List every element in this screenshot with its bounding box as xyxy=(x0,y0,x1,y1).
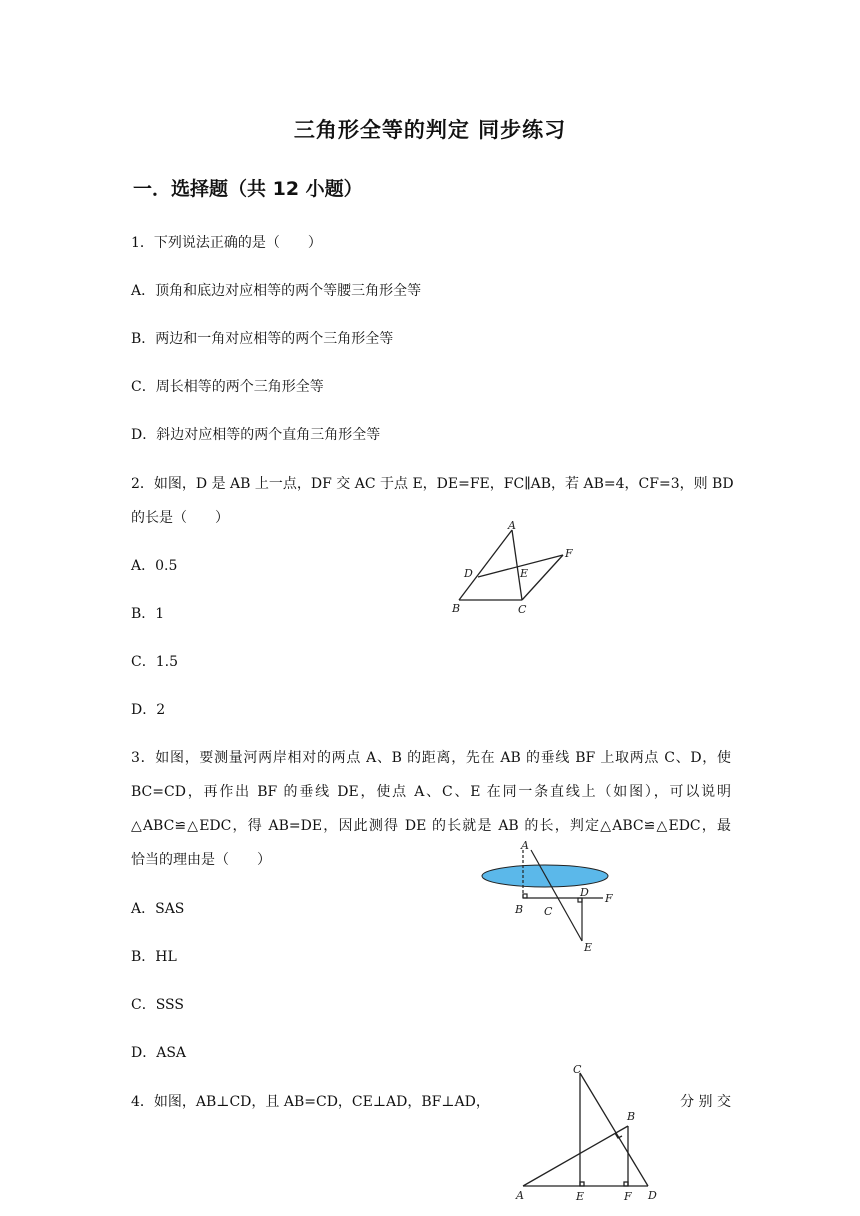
q2-option-d: D．2 xyxy=(131,702,166,718)
q3-label-f: F xyxy=(605,892,613,905)
q1-option-a: A．顶角和底边对应相等的两个等腰三角形全等 xyxy=(131,283,422,299)
q2-segment-cf xyxy=(522,555,563,600)
q3-option-a: A．SAS xyxy=(131,901,185,917)
q4-figure xyxy=(508,1058,668,1208)
q3-option-c: C．SSS xyxy=(131,997,184,1013)
q3-stem-line3: △ABC≌△EDC，得 AB=DE，因此测得 DE 的长就是 AB 的长，判定△ABC≌△EDC，最 xyxy=(131,818,731,834)
section-heading: 一．选择题（共 12 小题） xyxy=(133,178,363,200)
q3-label-d: D xyxy=(580,886,589,899)
q4-label-a: A xyxy=(516,1189,524,1202)
q2-option-a: A．0.5 xyxy=(131,558,178,574)
q2-label-e: E xyxy=(520,567,529,580)
q2-label-f: F xyxy=(565,547,573,560)
q3-option-b: B．HL xyxy=(131,949,177,965)
q3-figure xyxy=(475,835,635,960)
q2-label-b: B xyxy=(452,602,461,615)
q4-segment-cd xyxy=(580,1073,648,1186)
q3-label-b: B xyxy=(515,903,524,916)
q1-option-c: C．周长相等的两个三角形全等 xyxy=(131,379,324,395)
q4-label-c: C xyxy=(573,1063,582,1076)
q3-stem-line1: 3．如图，要测量河两岸相对的两点 A、B 的距离，先在 AB 的垂线 BF 上取两点 C、D，使 xyxy=(131,750,731,766)
q3-label-a: A xyxy=(521,839,529,852)
q2-segment-ab xyxy=(459,530,512,600)
q3-label-c: C xyxy=(544,905,553,918)
q3-segment-ae xyxy=(531,850,582,941)
q4-label-d: D xyxy=(648,1189,657,1202)
q3-right-angle-b xyxy=(523,894,527,898)
q4-label-b: B xyxy=(627,1110,636,1123)
q3-stem-line4: 恰当的理由是（ ） xyxy=(131,852,271,868)
q4-right-angle-f xyxy=(624,1182,628,1186)
q1-stem: 1．下列说法正确的是（ ） xyxy=(131,235,322,251)
q4-right-angle-b xyxy=(615,1133,622,1138)
q2-stem-line1: 2．如图，D 是 AB 上一点，DF 交 AC 于点 E，DE=FE，FC∥AB，若 AB=4，CF=3，则 BD xyxy=(131,476,734,492)
q2-figure xyxy=(440,515,590,620)
q4-stem-right: 分 别 交 xyxy=(680,1094,731,1110)
q2-option-c: C．1.5 xyxy=(131,654,178,670)
q2-option-b: B．1 xyxy=(131,606,165,622)
page-title: 三角形全等的判定 同步练习 xyxy=(293,118,567,142)
q4-segment-ab xyxy=(523,1126,628,1186)
q1-option-d: D．斜边对应相等的两个直角三角形全等 xyxy=(131,427,381,443)
q1-option-b: B．两边和一角对应相等的两个三角形全等 xyxy=(131,331,394,347)
q3-stem-line2: BC=CD，再作出 BF 的垂线 DE，使点 A、C、E 在同一条直线上（如图），可以说明 xyxy=(131,784,731,800)
q4-right-angle-e xyxy=(580,1182,584,1186)
q3-option-d: D．ASA xyxy=(131,1045,187,1061)
q2-stem-line2: 的长是（ ） xyxy=(131,510,229,526)
q2-label-a: A xyxy=(508,519,516,532)
q4-stem-left: 4．如图，AB⊥CD，且 AB=CD，CE⊥AD，BF⊥AD， xyxy=(131,1094,490,1110)
q4-label-e: E xyxy=(576,1190,585,1203)
q2-label-d: D xyxy=(464,567,473,580)
q4-label-f: F xyxy=(624,1190,632,1203)
q2-label-c: C xyxy=(518,603,527,616)
q2-segment-ac xyxy=(512,530,522,600)
q3-label-e: E xyxy=(584,941,593,954)
